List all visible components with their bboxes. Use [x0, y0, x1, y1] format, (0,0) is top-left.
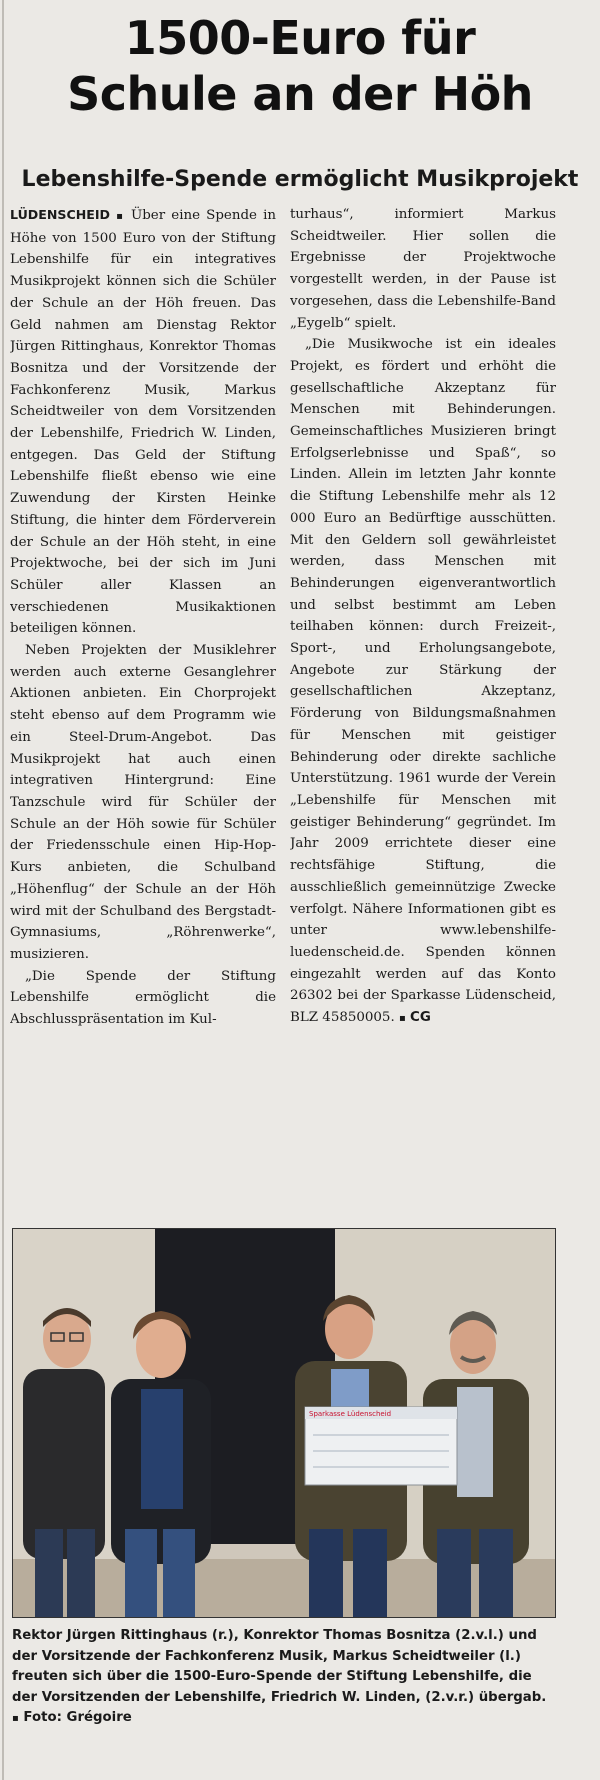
article-column-1 — [10, 204, 276, 1220]
paragraph: Neben Projekten der Musiklehrer werden auch externe Gesanglehrer Aktionen anbieten. Ein Chorprojekt steht ebenso auf dem Programm wie ein Steel-Drum-Angebot. Das Musikprojekt hat auch einen integrativen Hintergrund: Eine Tanzschule wird für Schüler der Schule an der Höh sowie für Schüler der Friedensschule einen Hip-Hop-Kurs anbieten, die Schulband „Höhenflug“ der Schule an der Höh wird mit der Schulband des Bergstadt-Gymnasiums, „Röhrenwerke“, musizieren. — [10, 643, 276, 962]
donation-check — [305, 1407, 457, 1485]
paragraph — [290, 334, 556, 1030]
photo-credit: Foto: Grégoire — [23, 1710, 132, 1726]
group-photo-illustration — [13, 1229, 555, 1617]
signature-bullet: ▪ — [398, 1013, 406, 1025]
paragraph: turhaus“, informiert Markus Scheidtweiler. Hier sollen die Ergebnisse der Projektwoche vorgestellt werden, in der Pause ist vorgesehen, dass die Lebenshilfe-Band „Eygelb“ spielt. — [290, 207, 556, 331]
photo-caption — [12, 1626, 556, 1730]
article-column-2 — [290, 204, 556, 1220]
article-photo — [12, 1228, 556, 1618]
headline — [0, 10, 600, 122]
headline-line-2: Schule an der Höh — [67, 67, 533, 121]
author-signature: CG — [410, 1010, 431, 1026]
caption-bullet: ▪ — [12, 1713, 19, 1725]
paragraph-text: „Die Musikwoche ist ein ideales Projekt, es fördert und erhöht die gesellschaftliche Akzeptanz für Menschen mit Behinderungen. Gemeinschaftliches Musizieren bringt Erfolgserlebnisse und Spaß“, so Linden. Allein im letzten Jahr konnte die Stiftung Lebenshilfe mehr als 12 000 Euro an Bedürftige ausschütten. Mit den Geldern soll gewährleistet werden, dass Menschen mit Behinderungen eigenverantwortlich und selbst bestimmt am Leben teilhaben können: durch Freizeit-, Sport-, und Erholungsangebote, Angebote zur Stärkung der gesellschaftlichen Akzeptanz, Förderung von Bildungsmaßnahmen für Menschen mit geistiger Behinderung oder direkte sachliche Unterstützung. 1961 wurde der Verein „Lebenshilfe für Menschen mit geistiger Behinderung“ gegründet. Im Jahr 2009 errichtete dieser eine rechtsfähige Stiftung, die ausschließlich gemeinnützige Zwecke verfolgt. Nähere Informationen gibt es unter www.lebenshilfe-luedenscheid.de. Spenden können eingezahlt werden auf das Konto 26302 bei der Sparkasse Lüdenscheid, BLZ 45850005. — [290, 337, 556, 1026]
paragraph — [10, 204, 276, 640]
paragraph: „Die Spende der Stiftung Lebenshilfe ermöglicht die Abschlusspräsentation im Kul- — [10, 968, 276, 1028]
subheadline: Lebenshilfe-Spende ermöglicht Musikprojekt — [21, 167, 579, 192]
caption-text: Rektor Jürgen Rittinghaus (r.), Konrektor Thomas Bosnitza (2.v.l.) und der Vorsitzende der Fachkonferenz Musik, Markus Scheidtweiler (l.) freuten sich über die 1500-Euro-Spende der Stiftung Lebenshilfe, die der Vorsitzenden der Lebenshilfe, Friedrich W. Linden, (2.v.r.) übergab. — [12, 1628, 547, 1705]
dateline-bullet: ▪ — [116, 211, 125, 222]
caption-text-block — [12, 1626, 556, 1730]
column-rule — [2, 0, 4, 1780]
article-body — [10, 204, 556, 1220]
paragraph-text: Über eine Spende in Höhe von 1500 Euro von der Stiftung Lebenshilfe für ein integratives Musikprojekt können sich die Schüler der Schule an der Höh freuen. Das Geld nahmen am Dienstag Rektor Jürgen Rittinghaus, Konrektor Thomas Bosnitza und der Vorsitzende der Fachkonferenz Musik, Markus Scheidtweiler von dem Vorsitzenden der Lebenshilfe, Friedrich W. Linden, entgegen. Das Geld der Stiftung Lebenshilfe fließt ebenso wie eine Zuwendung der Kirsten Heinke Stiftung, die hinter dem Förderverein der Schule an der Höh steht, in eine Projektwoche, bei der sich im Juni Schüler aller Klassen an verschiedenen Musikaktionen beteiligen können. — [10, 208, 276, 637]
dateline: LÜDENSCHEID — [10, 207, 110, 222]
check-bank-label: Sparkasse Lüdenscheid — [309, 1410, 392, 1418]
headline-line-1: 1500-Euro für — [124, 11, 476, 65]
